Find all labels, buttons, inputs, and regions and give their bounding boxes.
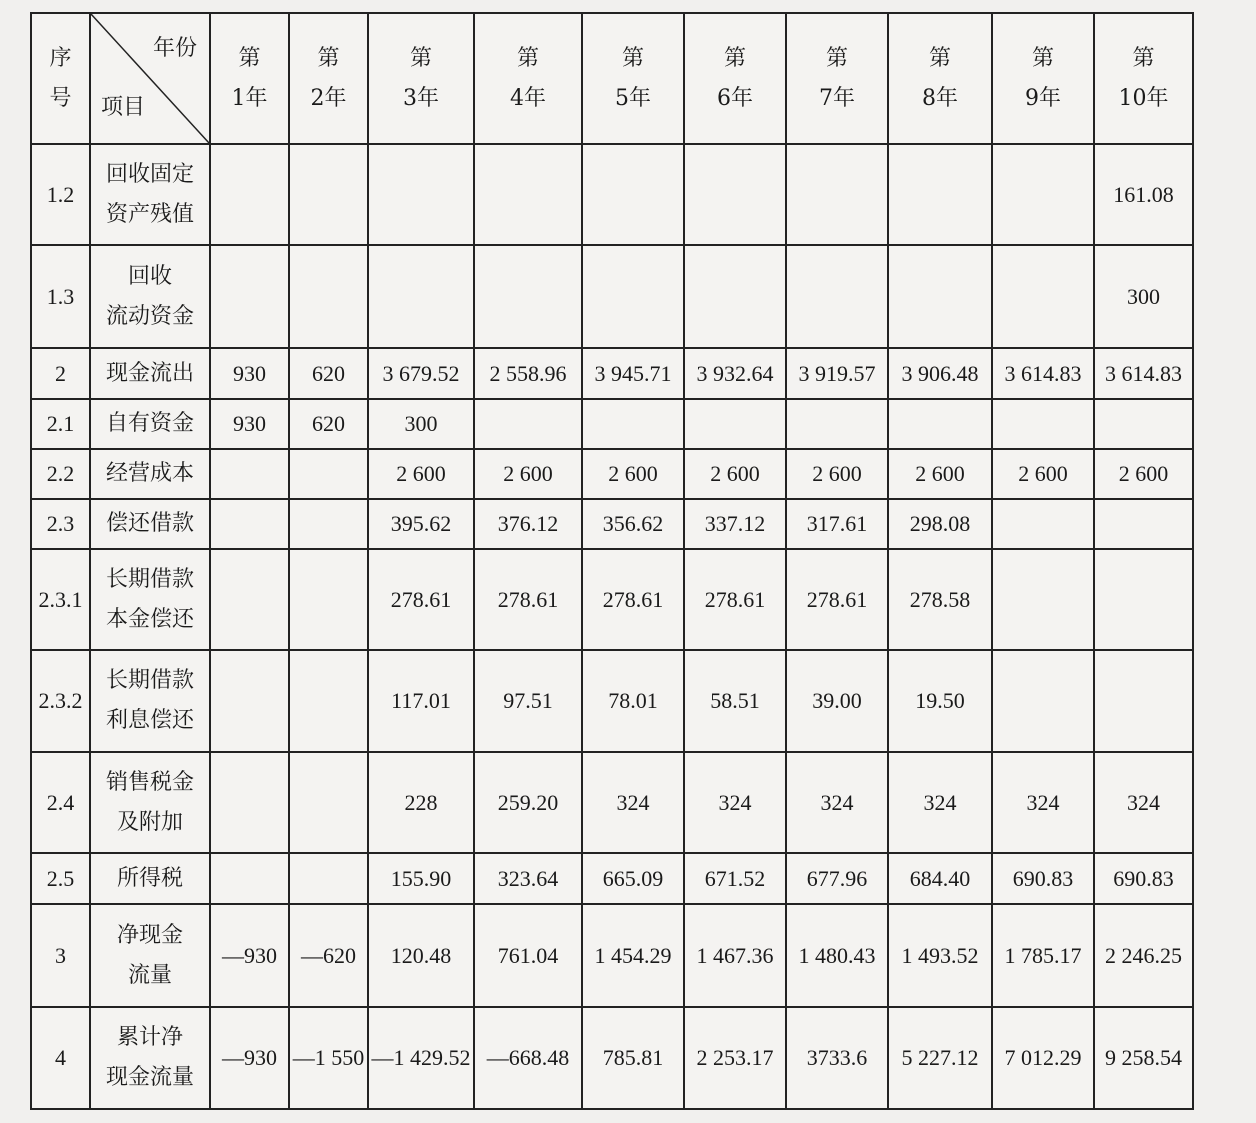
item-name-line: 流量 bbox=[127, 962, 172, 988]
year-9-value bbox=[992, 245, 1094, 348]
diagonal-line bbox=[91, 14, 209, 143]
item-name-line: 及附加 bbox=[116, 809, 183, 835]
year-1-value: 930 bbox=[210, 348, 289, 399]
seq-header bbox=[31, 13, 90, 144]
year-5-value: 3 945.71 bbox=[582, 348, 684, 399]
year-10-value: 3 614.83 bbox=[1094, 348, 1193, 399]
item-name-line: 自有资金 bbox=[105, 411, 194, 436]
year-6-value: 337.12 bbox=[684, 499, 786, 549]
row-item-name bbox=[90, 752, 210, 853]
year-4-value: 259.20 bbox=[474, 752, 582, 853]
table-row bbox=[31, 549, 1193, 650]
year-5-value bbox=[582, 245, 684, 348]
table-row bbox=[31, 245, 1193, 348]
year-2-value: 620 bbox=[289, 399, 368, 449]
row-number: 1.3 bbox=[31, 245, 90, 348]
row-number: 3 bbox=[31, 904, 90, 1007]
row-number: 2.1 bbox=[31, 399, 90, 449]
item-name-line: 经营成本 bbox=[105, 461, 194, 486]
item-name-line: 长期借款 bbox=[105, 668, 194, 693]
year-9-value bbox=[992, 499, 1094, 549]
year-8-value: 19.50 bbox=[888, 650, 992, 752]
year-2-value: —620 bbox=[289, 904, 368, 1007]
year-6-value bbox=[684, 245, 786, 348]
year-3-value: —1 429.52 bbox=[368, 1007, 474, 1109]
item-name-line: 偿还借款 bbox=[105, 511, 194, 536]
year-10-value bbox=[1094, 549, 1193, 650]
year-4-value: 323.64 bbox=[474, 853, 582, 904]
year-9-value: 2 600 bbox=[992, 449, 1094, 499]
item-name-line: 销售税金 bbox=[105, 769, 194, 795]
row-number: 2.2 bbox=[31, 449, 90, 499]
year-9-value: 690.83 bbox=[992, 853, 1094, 904]
year-5-value: 356.62 bbox=[582, 499, 684, 549]
year-9-value bbox=[992, 549, 1094, 650]
item-name-line: 净现金 bbox=[116, 922, 183, 948]
year-2-value: —1 550 bbox=[289, 1007, 368, 1109]
year-7-value: 2 600 bbox=[786, 449, 888, 499]
year-6-value: 671.52 bbox=[684, 853, 786, 904]
item-name-line: 长期借款 bbox=[105, 566, 194, 592]
year-7-value: 1 480.43 bbox=[786, 904, 888, 1007]
row-number: 4 bbox=[31, 1007, 90, 1109]
year-4-value: 2 558.96 bbox=[474, 348, 582, 399]
year-7-value: 3733.6 bbox=[786, 1007, 888, 1109]
year-7-value: 677.96 bbox=[786, 853, 888, 904]
year-8-value: 3 906.48 bbox=[888, 348, 992, 399]
year-header-text: 第 bbox=[516, 45, 539, 71]
table-body bbox=[31, 144, 1193, 1109]
year-header-text: 7年 bbox=[819, 85, 855, 111]
year-8-value: 684.40 bbox=[888, 853, 992, 904]
year-4-value bbox=[474, 144, 582, 245]
year-header-text: 10年 bbox=[1118, 85, 1169, 111]
year-2-value bbox=[289, 853, 368, 904]
year-2-value bbox=[289, 499, 368, 549]
row-number: 2.3 bbox=[31, 499, 90, 549]
row-item-name bbox=[90, 144, 210, 245]
year-3-value bbox=[368, 144, 474, 245]
year-7-value: 317.61 bbox=[786, 499, 888, 549]
year-5-value: 324 bbox=[582, 752, 684, 853]
year-4-value: —668.48 bbox=[474, 1007, 582, 1109]
year-1-value bbox=[210, 245, 289, 348]
year-header-text: 3年 bbox=[403, 85, 439, 111]
year-2-value: 620 bbox=[289, 348, 368, 399]
year-1-value bbox=[210, 549, 289, 650]
year-8-value: 1 493.52 bbox=[888, 904, 992, 1007]
year-8-value bbox=[888, 144, 992, 245]
row-item-name bbox=[90, 650, 210, 752]
year-3-value: 3 679.52 bbox=[368, 348, 474, 399]
year-9-value: 7 012.29 bbox=[992, 1007, 1094, 1109]
year-8-value: 2 600 bbox=[888, 449, 992, 499]
table-row bbox=[31, 904, 1193, 1007]
year-header-3 bbox=[368, 13, 474, 144]
year-9-value: 1 785.17 bbox=[992, 904, 1094, 1007]
row-item-name bbox=[90, 399, 210, 449]
year-3-value: 155.90 bbox=[368, 853, 474, 904]
year-5-value: 278.61 bbox=[582, 549, 684, 650]
year-1-value bbox=[210, 650, 289, 752]
year-header-text: 6年 bbox=[717, 85, 753, 111]
row-number: 2.5 bbox=[31, 853, 90, 904]
item-name-line: 回收固定 bbox=[105, 161, 194, 187]
year-10-value bbox=[1094, 399, 1193, 449]
year-6-value: 1 467.36 bbox=[684, 904, 786, 1007]
table-row bbox=[31, 1007, 1193, 1109]
item-name-line: 利息偿还 bbox=[105, 708, 194, 733]
year-6-value: 3 932.64 bbox=[684, 348, 786, 399]
year-7-value: 39.00 bbox=[786, 650, 888, 752]
year-1-value: 930 bbox=[210, 399, 289, 449]
item-name-line: 累计净 bbox=[116, 1025, 183, 1050]
year-10-value: 9 258.54 bbox=[1094, 1007, 1193, 1109]
table-row bbox=[31, 499, 1193, 549]
row-number: 2 bbox=[31, 348, 90, 399]
year-6-value: 278.61 bbox=[684, 549, 786, 650]
year-4-value: 376.12 bbox=[474, 499, 582, 549]
year-4-value: 97.51 bbox=[474, 650, 582, 752]
year-9-value bbox=[992, 144, 1094, 245]
year-2-value bbox=[289, 549, 368, 650]
year-2-value bbox=[289, 449, 368, 499]
row-item-name bbox=[90, 853, 210, 904]
year-2-value bbox=[289, 650, 368, 752]
row-item-name bbox=[90, 449, 210, 499]
year-5-value bbox=[582, 144, 684, 245]
year-6-value: 324 bbox=[684, 752, 786, 853]
year-1-value: —930 bbox=[210, 1007, 289, 1109]
year-9-value: 3 614.83 bbox=[992, 348, 1094, 399]
table-row bbox=[31, 449, 1193, 499]
year-header-text: 2年 bbox=[310, 85, 347, 111]
year-6-value: 58.51 bbox=[684, 650, 786, 752]
year-header-text: 第 bbox=[621, 45, 644, 71]
year-4-value: 2 600 bbox=[474, 449, 582, 499]
year-header-4 bbox=[474, 13, 582, 144]
year-header-1 bbox=[210, 13, 289, 144]
row-item-name bbox=[90, 904, 210, 1007]
year-4-value bbox=[474, 399, 582, 449]
table-row bbox=[31, 144, 1193, 245]
year-8-value: 5 227.12 bbox=[888, 1007, 992, 1109]
year-header-text: 第 bbox=[409, 45, 432, 71]
year-10-value: 324 bbox=[1094, 752, 1193, 853]
year-3-value: 395.62 bbox=[368, 499, 474, 549]
year-1-value bbox=[210, 499, 289, 549]
year-7-value bbox=[786, 144, 888, 245]
row-item-name bbox=[90, 1007, 210, 1109]
item-name-line: 回收 bbox=[127, 263, 172, 289]
year-header-text: 第 bbox=[317, 45, 340, 71]
year-header-text: 第 bbox=[1031, 45, 1054, 71]
year-6-value bbox=[684, 399, 786, 449]
table-row bbox=[31, 752, 1193, 853]
year-header-text: 8年 bbox=[922, 85, 958, 111]
year-3-value: 300 bbox=[368, 399, 474, 449]
year-4-value bbox=[474, 245, 582, 348]
year-3-value: 228 bbox=[368, 752, 474, 853]
table-row bbox=[31, 348, 1193, 399]
year-axis-label: 年份 bbox=[152, 36, 197, 61]
year-4-value: 278.61 bbox=[474, 549, 582, 650]
row-number: 2.3.1 bbox=[31, 549, 90, 650]
year-3-value: 278.61 bbox=[368, 549, 474, 650]
year-10-value: 161.08 bbox=[1094, 144, 1193, 245]
year-7-value: 3 919.57 bbox=[786, 348, 888, 399]
year-2-value bbox=[289, 752, 368, 853]
year-1-value bbox=[210, 449, 289, 499]
row-number: 1.2 bbox=[31, 144, 90, 245]
year-7-value: 278.61 bbox=[786, 549, 888, 650]
year-header-10 bbox=[1094, 13, 1193, 144]
item-name-line: 本金偿还 bbox=[105, 606, 194, 632]
item-name-line: 流动资金 bbox=[105, 303, 194, 329]
year-8-value bbox=[888, 245, 992, 348]
year-6-value: 2 600 bbox=[684, 449, 786, 499]
year-1-value: —930 bbox=[210, 904, 289, 1007]
table-row bbox=[31, 853, 1193, 904]
year-1-value bbox=[210, 752, 289, 853]
year-5-value bbox=[582, 399, 684, 449]
year-3-value: 117.01 bbox=[368, 650, 474, 752]
row-item-name bbox=[90, 348, 210, 399]
year-1-value bbox=[210, 144, 289, 245]
cash-flow-table bbox=[30, 12, 1194, 1110]
seq-header-char-2: 号 bbox=[49, 85, 72, 111]
year-7-value bbox=[786, 399, 888, 449]
year-3-value: 120.48 bbox=[368, 904, 474, 1007]
year-8-value: 278.58 bbox=[888, 549, 992, 650]
year-header-text: 第 bbox=[1132, 45, 1155, 71]
row-number: 2.3.2 bbox=[31, 650, 90, 752]
year-9-value bbox=[992, 399, 1094, 449]
year-8-value: 324 bbox=[888, 752, 992, 853]
year-header-text: 第 bbox=[723, 45, 746, 71]
seq-header-char-1: 序 bbox=[49, 45, 72, 71]
item-name-line: 所得税 bbox=[116, 865, 183, 891]
year-5-value: 665.09 bbox=[582, 853, 684, 904]
item-name-line: 现金流出 bbox=[105, 360, 194, 386]
year-3-value bbox=[368, 245, 474, 348]
year-10-value: 300 bbox=[1094, 245, 1193, 348]
table-row bbox=[31, 650, 1193, 752]
year-header-text: 第 bbox=[825, 45, 848, 71]
year-10-value bbox=[1094, 650, 1193, 752]
year-header-text: 4年 bbox=[510, 85, 546, 111]
year-1-value bbox=[210, 853, 289, 904]
year-10-value: 2 600 bbox=[1094, 449, 1193, 499]
year-6-value bbox=[684, 144, 786, 245]
year-5-value: 2 600 bbox=[582, 449, 684, 499]
year-2-value bbox=[289, 144, 368, 245]
year-2-value bbox=[289, 245, 368, 348]
row-item-name bbox=[90, 245, 210, 348]
year-3-value: 2 600 bbox=[368, 449, 474, 499]
table-row bbox=[31, 399, 1193, 449]
year-header-text: 第 bbox=[238, 45, 261, 71]
year-header-5 bbox=[582, 13, 684, 144]
year-6-value: 2 253.17 bbox=[684, 1007, 786, 1109]
year-header-7 bbox=[786, 13, 888, 144]
item-name-line: 资产残值 bbox=[105, 201, 194, 227]
year-5-value: 1 454.29 bbox=[582, 904, 684, 1007]
row-item-name bbox=[90, 499, 210, 549]
year-10-value: 690.83 bbox=[1094, 853, 1193, 904]
item-axis-label: 项目 bbox=[101, 95, 146, 120]
year-10-value bbox=[1094, 499, 1193, 549]
year-8-value: 298.08 bbox=[888, 499, 992, 549]
year-7-value: 324 bbox=[786, 752, 888, 853]
year-header-6 bbox=[684, 13, 786, 144]
year-4-value: 761.04 bbox=[474, 904, 582, 1007]
diagonal-header bbox=[90, 13, 210, 144]
year-5-value: 78.01 bbox=[582, 650, 684, 752]
year-10-value: 2 246.25 bbox=[1094, 904, 1193, 1007]
row-number: 2.4 bbox=[31, 752, 90, 853]
year-header-8 bbox=[888, 13, 992, 144]
year-header-text: 5年 bbox=[615, 85, 651, 111]
year-9-value: 324 bbox=[992, 752, 1094, 853]
year-7-value bbox=[786, 245, 888, 348]
header-row bbox=[31, 13, 1193, 144]
row-item-name bbox=[90, 549, 210, 650]
year-header-text: 9年 bbox=[1025, 85, 1061, 111]
year-header-text: 第 bbox=[928, 45, 951, 71]
year-header-2 bbox=[289, 13, 368, 144]
item-name-line: 现金流量 bbox=[105, 1065, 194, 1090]
year-5-value: 785.81 bbox=[582, 1007, 684, 1109]
year-header-text: 1年 bbox=[231, 85, 268, 111]
year-header-9 bbox=[992, 13, 1094, 144]
year-8-value bbox=[888, 399, 992, 449]
year-9-value bbox=[992, 650, 1094, 752]
